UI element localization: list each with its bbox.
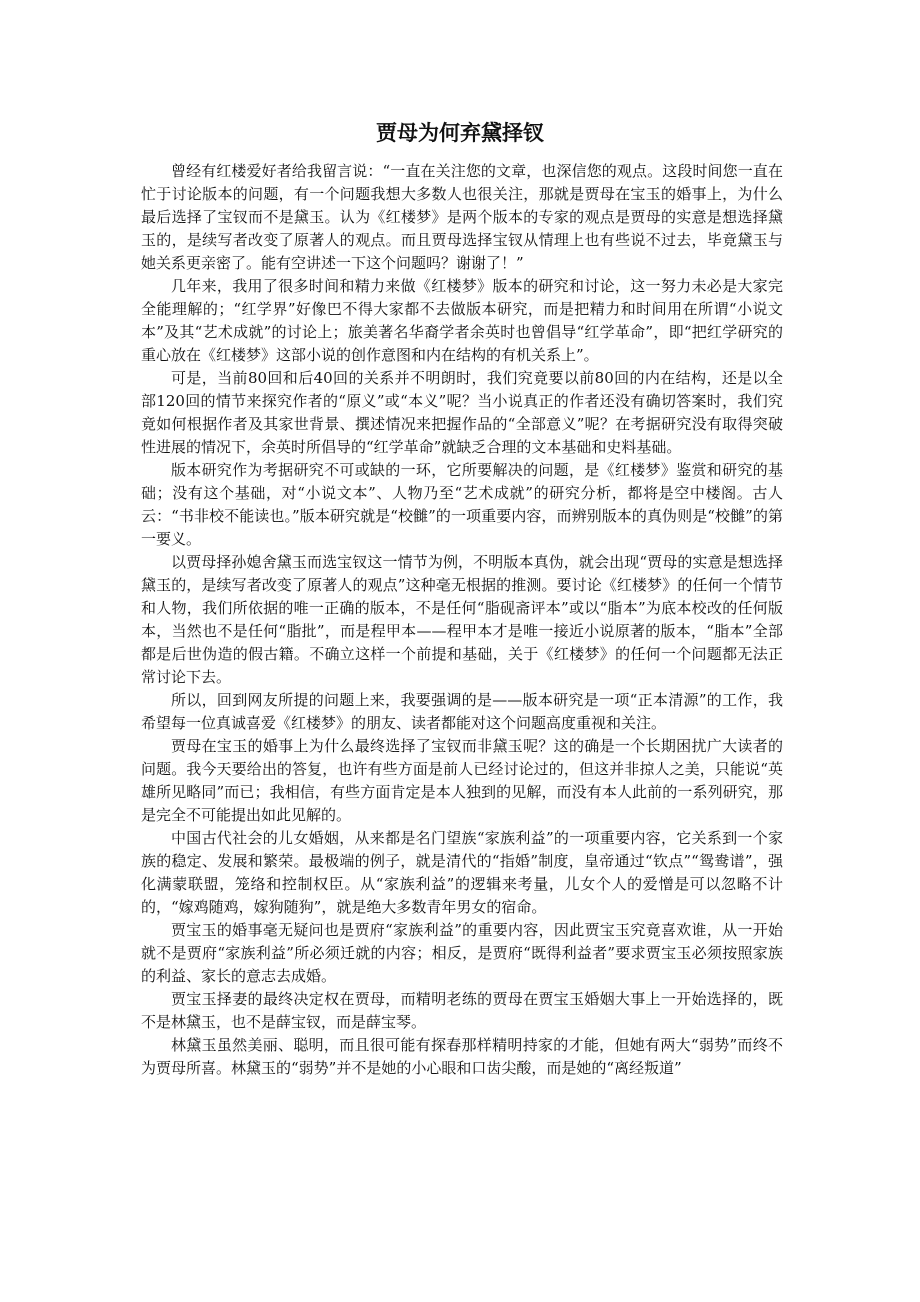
- document-body: [141, 160, 783, 1080]
- paragraph: 曾经有红楼爱好者给我留言说：“一直在关注您的文章，也深信您的观点。这段时间您一直在忙于讨论版本的问题，有一个问题我想大多数人也很关注，那就是贾母在宝玉的婚事上，为什么最后选择了宝钗而不是黛玉。认为《红楼梦》是两个版本的专家的观点是贾母的实意是想选择黛玉的，是续写者改变了原著人的观点。而且贾母选择宝钗从情理上也有些说不过去，毕竟黛玉与她关系更亲密了。能有空讲述一下这个问题吗？谢谢了！”: [141, 162, 783, 272]
- paragraph: 林黛玉虽然美丽、聪明，而且很可能有探春那样精明持家的才能，但她有两大“弱势”而终不为贾母所喜。林黛玉的“弱势”并不是她的小心眼和口齿尖酸，而是她的“离经叛道”: [141, 1036, 783, 1077]
- document-title: 贾母为何弃黛择钗: [376, 120, 544, 145]
- paragraph: 几年来，我用了很多时间和精力来做《红楼梦》版本的研究和讨论，这一努力未必是大家完全能理解的；“红学界”好像巴不得大家都不去做版本研究，而是把精力和时间用在所谓“小说文本”及其“艺术成就”的讨论上；旅美著名华裔学者余英时也曾倡导“红学革命”，即“把红学研究的重心放在《红楼梦》这部小说的创作意图和内在结构的有机关系上”。: [141, 277, 783, 364]
- paragraph: 贾宝玉的婚事毫无疑问也是贾府“家族利益”的重要内容，因此贾宝玉究竟喜欢谁，从一开始就不是贾府“家族利益”所必须迁就的内容；相反，是贾府“既得利益者”要求贾宝玉必须按照家族的利益、家长的意志去成婚。: [141, 921, 783, 985]
- paragraph: 贾宝玉择妻的最终决定权在贾母，而精明老练的贾母在贾宝玉婚姻大事上一开始选择的，既不是林黛玉，也不是薛宝钗，而是薛宝琴。: [141, 990, 783, 1031]
- paragraph: 所以，回到网友所提的问题上来，我要强调的是——版本研究是一项“正本清源”的工作，我希望每一位真诚喜爱《红楼梦》的朋友、读者都能对这个问题高度重视和关注。: [141, 691, 783, 732]
- paragraph: 中国古代社会的儿女婚姻，从来都是名门望族“家族利益”的一项重要内容，它关系到一个家族的稳定、发展和繁荣。最极端的例子，就是清代的“指婚”制度，皇帝通过“钦点”“鸳鸯谱”，强化满蒙联盟，笼络和控制权臣。从“家族利益”的逻辑来考量，儿女个人的爱憎是可以忽略不计的，“嫁鸡随鸡，嫁狗随狗”，就是绝大多数青年男女的宿命。: [141, 829, 783, 916]
- paragraph: 贾母在宝玉的婚事上为什么最终选择了宝钗而非黛玉呢？这的确是一个长期困扰广大读者的问题。我今天要给出的答复，也许有些方面是前人已经讨论过的，但这并非掠人之美，只能说“英雄所见略同”而已；我相信，有些方面肯定是本人独到的见解，而没有本人此前的一系列研究，那是完全不可能提出如此见解的。: [141, 737, 783, 824]
- paragraph: 可是，当前80回和后40回的关系并不明朗时，我们究竟要以前80回的内在结构，还是以全部120回的情节来探究作者的“原义”或“本义”呢？当小说真正的作者还没有确切答案时，我们究竟如何根据作者及其家世背景、撰述情况来把握作品的“全部意义”呢？在考据研究没有取得突破性进展的情况下，余英时所倡导的“红学革命”就缺乏合理的文本基础和史料基础。: [141, 369, 783, 456]
- paragraph: 以贾母择孙媳舍黛玉而选宝钗这一情节为例，不明版本真伪，就会出现“贾母的实意是想选择黛玉的，是续写者改变了原著人的观点”这种毫无根据的推测。要讨论《红楼梦》的任何一个情节和人物，我们所依据的唯一正确的版本，不是任何“脂砚斋评本”或以“脂本”为底本校改的任何版本，当然也不是任何“脂批”，而是程甲本——程甲本才是唯一接近小说原著的版本，“脂本”全部都是后世伪造的假古籍。不确立这样一个前提和基础，关于《红楼梦》的任何一个问题都无法正常讨论下去。: [141, 553, 783, 686]
- paragraph: 版本研究作为考据研究不可或缺的一环，它所要解决的问题，是《红楼梦》鉴赏和研究的基础；没有这个基础，对“小说文本”、人物乃至“艺术成就”的研究分析，都将是空中楼阁。古人云：“书非校不能读也。”版本研究就是“校雠”的一项重要内容，而辨别版本的真伪则是“校雠”的第一要义。: [141, 461, 783, 548]
